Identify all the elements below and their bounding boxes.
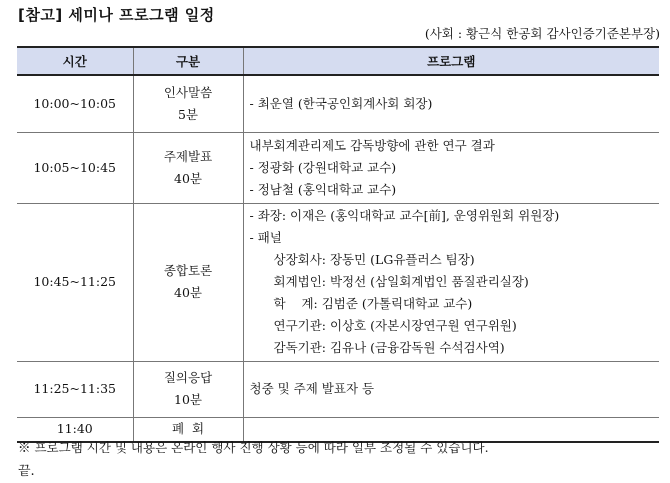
program-cell (243, 361, 659, 417)
table-row (17, 203, 659, 361)
category-label: 폐 회 (171, 421, 205, 437)
category-label: 주제발표 (163, 148, 213, 164)
category-duration: 40분 (174, 285, 202, 300)
category-label: 종합토론 (163, 263, 213, 278)
end-mark: 끝. (18, 464, 35, 479)
category-duration: 40분 (174, 170, 202, 186)
category-duration: 5분 (177, 106, 199, 122)
category-cell (133, 75, 243, 132)
header-category: 구분 (133, 47, 243, 75)
table-row (17, 132, 659, 203)
program-line: - 패널 (249, 230, 282, 245)
category-label: 질의응답 (163, 370, 213, 385)
program-line: - 정광화 (강원대학교 교수) (249, 159, 397, 175)
header-program: 프로그램 (243, 47, 659, 75)
time-cell: 11:40 (17, 417, 133, 442)
category-cell (133, 132, 243, 203)
page-title: [참고] 세미나 프로그램 일정 (18, 6, 215, 24)
panel-member: 연구기관: 이상호 (자본시장연구원 연구위원) (273, 318, 517, 333)
program-line: - 최운열 (한국공인회계사회 회장) (249, 95, 433, 111)
table-row (17, 361, 659, 417)
footnote: ※ 프로그램 시간 및 내용은 온라인 행사 진행 상황 등에 따라 일부 조정될 수 있습니다. (18, 440, 489, 455)
panel-member: 상장회사: 장동민 (LG유플러스 팀장) (273, 252, 475, 267)
program-line: 청중 및 주제 발표자 등 (249, 381, 375, 396)
category-duration: 10분 (174, 392, 202, 407)
time-cell: 10:05~10:45 (17, 132, 133, 203)
panel-member: 회계법인: 박정선 (삼일회계법인 품질관리실장) (273, 274, 529, 289)
time-cell: 10:00~10:05 (17, 75, 133, 132)
table-header-row (17, 47, 659, 75)
program-table (17, 46, 659, 443)
moderator-note: (사회 : 황근식 한공회 감사인증기준본부장) (424, 26, 660, 41)
category-cell (133, 203, 243, 361)
header-time: 시간 (17, 47, 133, 75)
panel-member: 감독기관: 김유나 (금융감독원 수석검사역) (273, 340, 505, 355)
program-line: - 좌장: 이재은 (홍익대학교 교수[前], 운영위원회 위원장) (249, 208, 560, 223)
category-label: 인사말씀 (163, 84, 213, 100)
time-cell: 11:25~11:35 (17, 361, 133, 417)
program-cell (243, 132, 659, 203)
time-cell: 10:45~11:25 (17, 203, 133, 361)
program-line: 내부회계관리제도 감독방향에 관한 연구 결과 (249, 137, 495, 153)
category-cell (133, 361, 243, 417)
panel-member: 학 계: 김범준 (가톨릭대학교 교수) (273, 296, 473, 311)
program-cell (243, 203, 659, 361)
program-line: - 정남철 (홍익대학교 교수) (249, 181, 397, 197)
program-cell (243, 75, 659, 132)
table-row (17, 75, 659, 132)
